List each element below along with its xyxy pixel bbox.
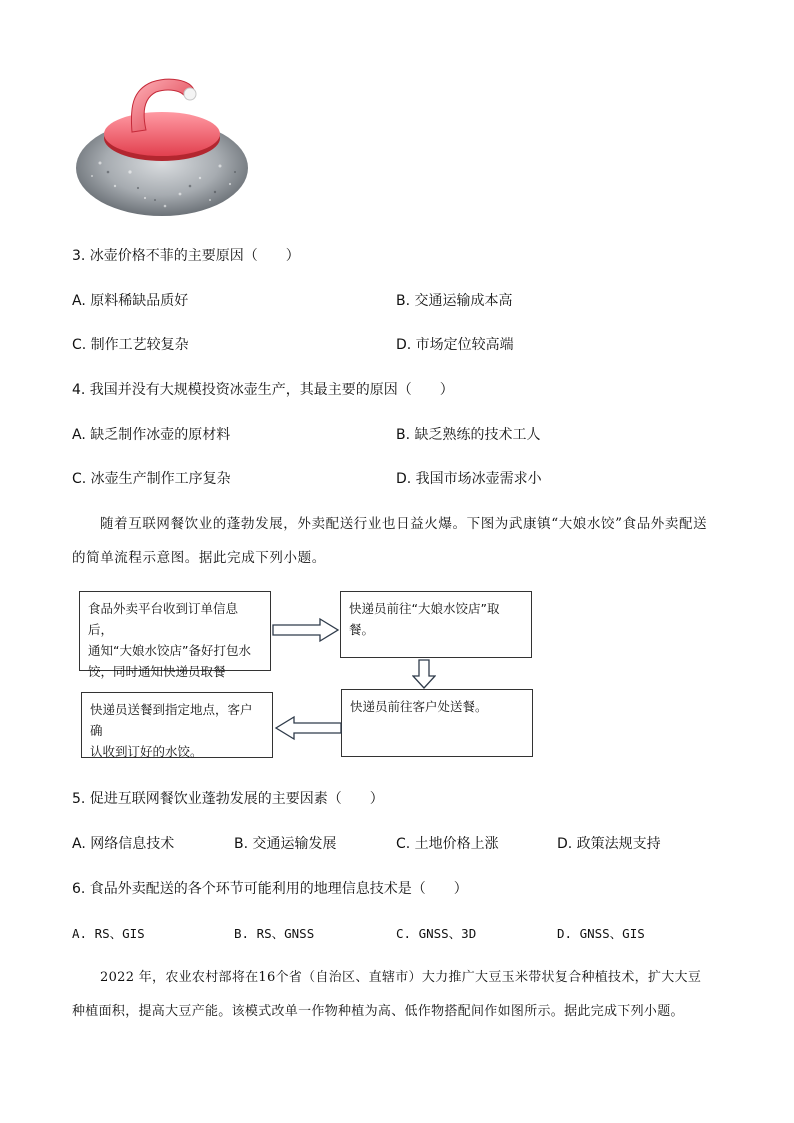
passage-1-line-1: 随着互联网餐饮业的蓬勃发展，外卖配送行业也日益火爆。下图为武康镇“大娘水饺”食品外卖配送 <box>100 516 708 532</box>
question-3-stem: 3. 冰壶价格不菲的主要原因（ ） <box>72 248 300 264</box>
question-4-option-b: B. 缺乏熟练的技术工人 <box>396 427 541 443</box>
flow-step-2-box <box>340 591 532 658</box>
question-3-option-a: A. 原料稀缺品质好 <box>72 293 189 309</box>
question-3-option-d: D. 市场定位较高端 <box>396 337 514 353</box>
question-6-option-a: A. RS、GIS <box>72 926 145 941</box>
passage-1-line-2: 的简单流程示意图。据此完成下列小题。 <box>72 550 326 566</box>
question-6-option-c: C. GNSS、3D <box>396 926 477 941</box>
question-5-option-b: B. 交通运输发展 <box>234 836 337 852</box>
question-5-stem: 5. 促进互联网餐饮业蓬勃发展的主要因素（ ） <box>72 791 384 807</box>
question-5-option-c: C. 土地价格上涨 <box>396 836 499 852</box>
flow-step-4-line-1: 快递员送餐到指定地点，客户确 <box>90 702 253 738</box>
question-4-option-d: D. 我国市场冰壶需求小 <box>396 471 542 487</box>
question-3-option-c: C. 制作工艺较复杂 <box>72 337 189 353</box>
passage-2-line-2: 种植面积，提高大豆产能。该模式改单一作物种植为高、低作物搭配间作如图所示。据此完成下列小题。 <box>72 1004 684 1019</box>
flow-step-1-line-1: 食品外卖平台收到订单信息后， <box>88 601 239 637</box>
curling-stone-image <box>70 68 255 220</box>
question-4-stem: 4. 我国并没有大规模投资冰壶生产，其最主要的原因（ ） <box>72 382 454 398</box>
flow-arrow-down-icon <box>412 659 436 689</box>
flow-step-2-text: 快递员前往“大娘水饺店”取餐。 <box>349 601 500 637</box>
question-6-stem: 6. 食品外卖配送的各个环节可能利用的地理信息技术是（ ） <box>72 881 468 897</box>
flow-step-1-line-2: 通知“大娘水饺店”备好打包水 <box>88 643 251 658</box>
question-4-option-c: C. 冰壶生产制作工序复杂 <box>72 471 231 487</box>
flow-step-4-box <box>81 692 273 758</box>
question-3-option-b: B. 交通运输成本高 <box>396 293 513 309</box>
flow-step-1-line-3: 饺，同时通知快递员取餐 <box>88 664 226 679</box>
flow-arrow-right-icon <box>272 617 340 643</box>
question-5-option-d: D. 政策法规支持 <box>557 836 661 852</box>
flow-step-3-box <box>341 689 533 757</box>
passage-2-line-1: 2022 年，农业农村部将在16个省（自治区、直辖市）大力推广大豆玉米带状复合种植技术，扩大大豆 <box>100 970 702 985</box>
question-4-option-a: A. 缺乏制作冰壶的原材料 <box>72 427 231 443</box>
flow-step-1-box <box>79 591 271 679</box>
flow-step-4-line-2: 认收到订好的水饺。 <box>90 744 203 759</box>
question-5-option-a: A. 网络信息技术 <box>72 836 175 852</box>
flow-arrow-left-icon <box>274 715 342 741</box>
question-6-option-d: D. GNSS、GIS <box>557 926 645 941</box>
flow-step-3-text: 快递员前往客户处送餐。 <box>350 699 488 714</box>
question-6-option-b: B. RS、GNSS <box>234 926 315 941</box>
